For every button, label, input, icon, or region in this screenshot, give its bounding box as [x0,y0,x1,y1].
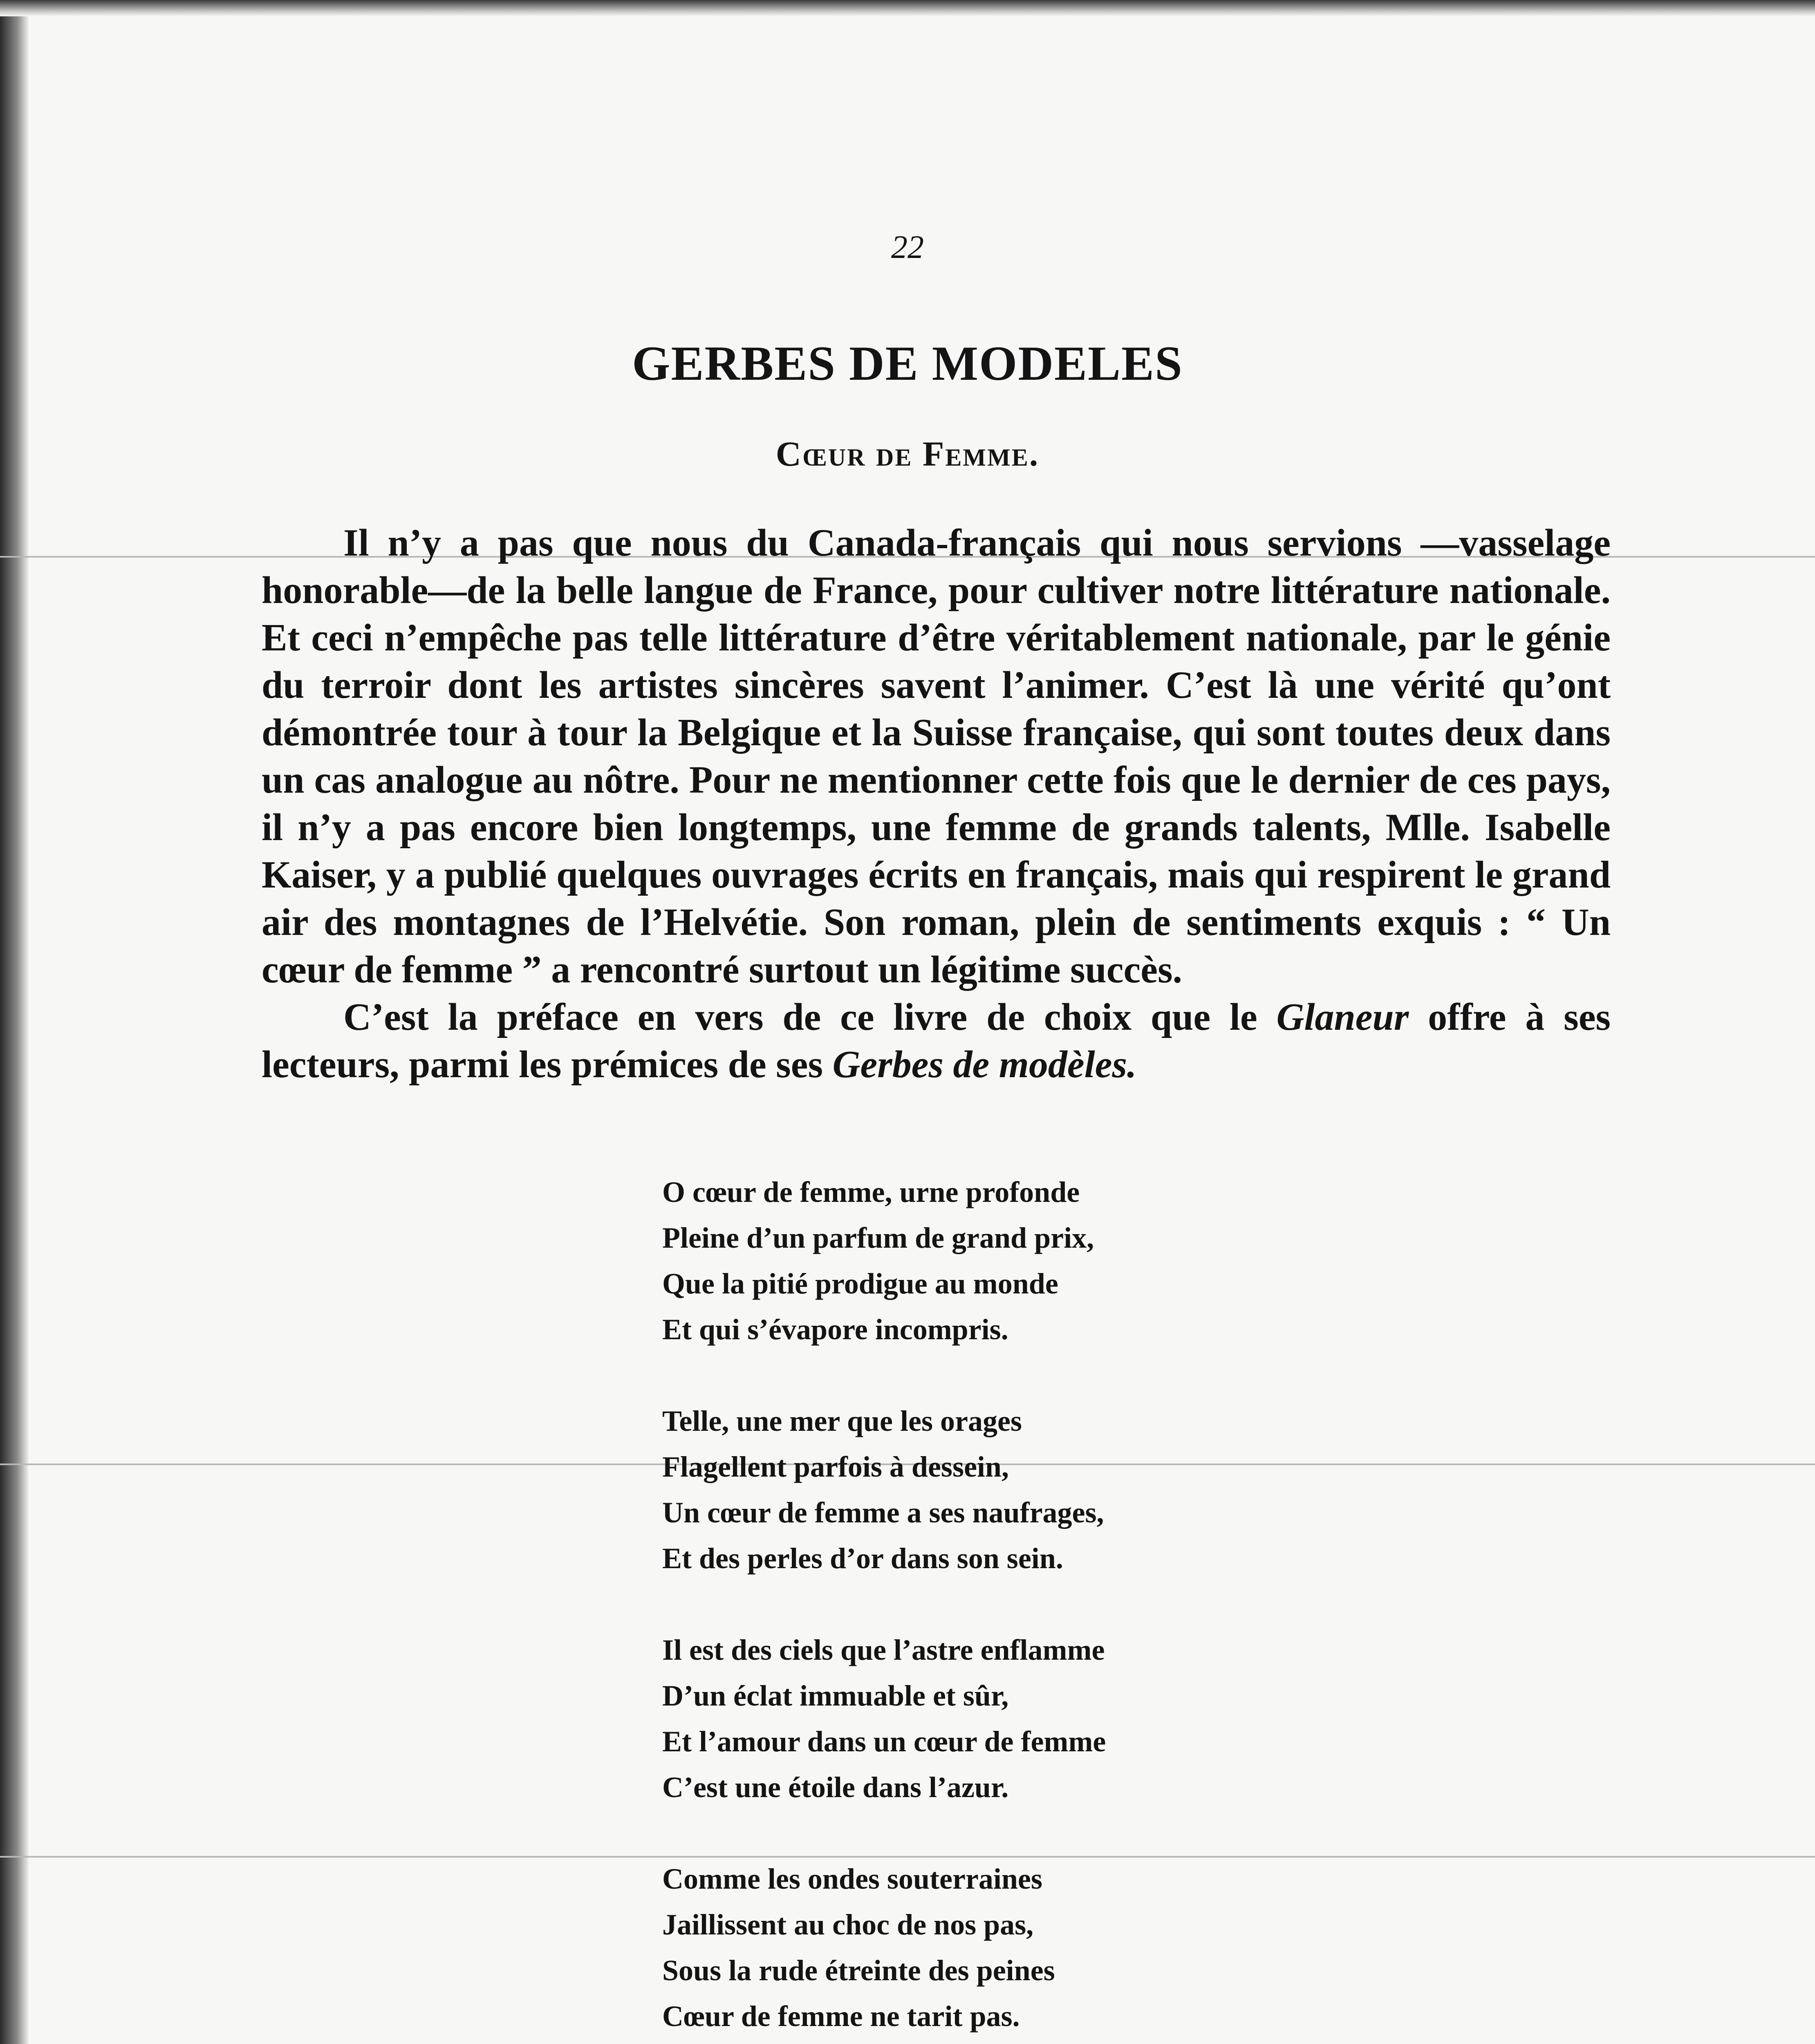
poem-verse: Jaillissent au choc de nos pas, [662,1908,1034,1941]
paragraph-text: C’est la préface en vers de ce livre de choix que le [343,996,1277,1038]
poem-stanza [662,1169,1480,1352]
paragraph [262,519,1611,993]
poem-verse: Comme les ondes souterraines [662,1862,1042,1895]
poem-verse: Pleine d’un parfum de grand prix, [662,1221,1094,1254]
page-number: 22 [891,229,924,265]
poem-verse: Il est des ciels que l’astre enflamme [662,1634,1105,1666]
poem-verse: Sous la rude étreinte des peines [662,1954,1055,1987]
poem-verse: Et l’amour dans un cœur de femme [662,1725,1106,1758]
section-title: Cœur de Femme. [775,434,1040,473]
poem-verse: Flagellent parfois à dessein, [662,1450,1009,1483]
poem-stanza [662,1398,1480,1581]
poem-stanza [662,1856,1480,2039]
poem-verse: Telle, une mer que les orages [662,1405,1022,1437]
scan-edge-top [0,0,1815,16]
paragraph-text: offre à ses lecteurs, parmi les prémices de ses [262,996,1611,1086]
poem-verse: C’est une étoile dans l’azur. [662,1771,1009,1804]
page-title: GERBES DE MODELES [632,336,1183,390]
prose-body [262,519,1611,1088]
journal-title: Glaneur [1276,996,1409,1038]
scan-edge-left [0,0,29,2044]
poem-verse: Cœur de femme ne tarit pas. [662,2000,1020,2033]
poem-verse: D’un éclat immuable et sûr, [662,1679,1009,1712]
paragraph [262,993,1611,1088]
poem-verse: Un cœur de femme a ses naufrages, [662,1496,1104,1529]
poem-verse: Que la pitié prodigue au monde [662,1267,1058,1300]
poem-verse: O cœur de femme, urne profonde [662,1176,1080,1208]
poem-verse: Et qui s’évapore incompris. [662,1313,1008,1346]
paragraph-text: Il n’y a pas que nous du Canada-français qui nous servions —vasselage honorable—de la belle langue de France, pour cultiver notre littérature nationale. Et ceci n’empêche pas telle littérature d’être véritablement nationale, par le génie du terroir dont les artistes sincères savent l’animer. C’est là une vérité qu’ont démontrée tour à tour la Belgique et la Suisse française, qui sont toutes deux dans un cas analogue au nôtre. Pour ne mentionner cette fois que le dernier de ces pays, il n’y a pas encore bien longtemps, une femme de grands talents, Mlle. Isabelle Kaiser, y a publié quelques ouvrages écrits en français, mais qui respirent le grand air des montagnes de l’Helvétie. Son roman, plein de sentiments exquis : “ Un cœur de femme ” a rencontré surtout un légitime succès. [262,522,1611,991]
series-title: Gerbes de modèles. [832,1043,1137,1086]
poem-verse: Et des perles d’or dans son sein. [662,1542,1063,1575]
poem [662,1169,1480,2044]
poem-stanza [662,1627,1480,1810]
